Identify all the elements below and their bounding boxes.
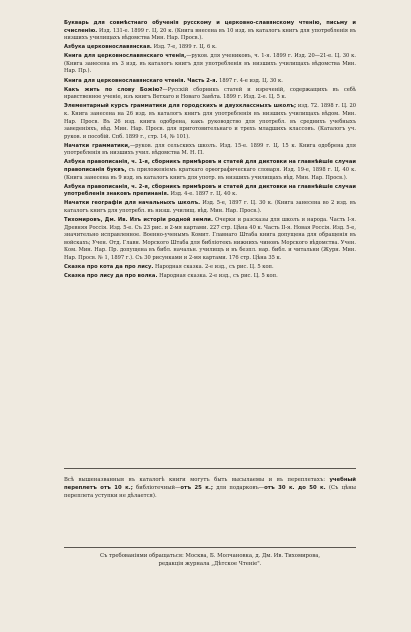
- entry-details: Очерки и разсказы для школъ и народа. Часть I-я. Древняя Россія. Изд. 5-е. Съ 23 рис. и 2-мя картами. 227 стр. Цѣна 40 к. Часть II-я. Новая Россія. Изд. 5-е, значительно исправленное. Военно-ученымъ Комит. Главнаго Штаба книга допущена для обращенія въ войскахъ; Учен. Отд. Главн. Морского Штаба для библіотекъ нижнихъ чиновъ Морского вѣдомства. Учен. Ком. Мин. Нар. Пр. допущена въ библ. начальн. училищъ и въ безпл. нар. библ. и читальни (Журн. Мин. Нар. Просв. № 1, 1897 г.). Съ 30 рисунками и 2-мя картами. 176 стр. Цѣна 35 к.: [64, 217, 356, 261]
- catalog-entry: [64, 143, 356, 158]
- entry-title: Азбука церковнославянская.: [64, 44, 152, 51]
- entry-details: Изд. 5-е, 1897 г. Ц. 30 к. (Книга занесена во 2 изд. въ каталогъ книгъ для употребл. въ низш. училищ. вѣд. Мин. Нар. Просв.).: [64, 200, 356, 214]
- contact-address: Съ требованіями обращаться: Москва, Б. Молчановка, д. Дм. Ив. Тихомирова,: [99, 553, 321, 559]
- catalog-entry: [64, 159, 356, 182]
- entry-details: Народная сказка. 2-е изд., съ рис. Ц. 5 коп.: [153, 263, 274, 270]
- entry-title: Начатки грамматики,: [64, 142, 131, 149]
- notice-price-textbook: учебный переплетъ отъ 10 к.;: [64, 477, 356, 491]
- entry-title: Сказка про кота да про лису.: [64, 263, 154, 270]
- entry-title: Сказка про лису да про волка.: [64, 273, 158, 280]
- entry-details: —Русскій сборникъ статей и изреченій, содержащихъ въ себѣ нравственное ученіе, изъ книгъ Ветхаго и Новаго Завѣта. 1899 г. Изд. 2-е. Ц. 5 к.: [64, 86, 356, 101]
- divider: [64, 468, 356, 469]
- book-list: [64, 20, 356, 282]
- binding-notice: [64, 477, 356, 500]
- entry-details: —руков. для учениковъ, ч. 1-я. 1899 г. Изд. 20—21-е. Ц. 30 к. (Книга занесена въ 3 изд. въ каталогъ книгъ для употребленія въ низшихъ училищахъ вѣдомства Мин. Нар. Пр.).: [64, 53, 357, 75]
- entry-details: Изд. 4-е. 1897 г. Ц. 40 к.: [168, 191, 237, 198]
- catalog-entry: [64, 264, 356, 272]
- catalog-entry: [64, 44, 356, 52]
- catalog-entry: [64, 78, 356, 86]
- catalog-entry: [64, 53, 356, 76]
- catalog-entry: [64, 87, 356, 102]
- entry-title: Какъ жить по слову Божію?: [64, 86, 163, 93]
- entry-details: Изд. 131-е. 1899 г. Ц. 20 к. (Книга внесена въ 10 изд. въ каталогъ книгъ для употребленія въ низшихъ училищахъ вѣдомства Мин. Нар. Просв.).: [64, 27, 356, 42]
- entry-title: Элементарный курсъ грамматики для городскихъ и двухклассныхъ школъ;: [64, 103, 297, 110]
- notice-price-library: отъ 25 к.;: [180, 484, 213, 491]
- entry-title: Книга для церковнославянскаго чтенія,: [64, 53, 187, 60]
- catalog-entry: [64, 20, 356, 43]
- contact-editor: редакція журнала „Дѣтское Чтеніе".: [158, 560, 262, 567]
- contact-footer: [64, 553, 356, 569]
- notice-text: (Съ цѣны переплета уступки не дѣлается).: [64, 484, 356, 499]
- entry-title: Начатки географіи для начальныхъ школъ.: [64, 200, 201, 207]
- entry-details: —руков. для сельскихъ школъ. Изд. 15-е. 1899 г. Ц. 15 к. Книга одобрена для употребленія въ низшихъ учил. вѣдомства М. Н. П.: [64, 142, 356, 157]
- catalog-entry: [64, 184, 356, 199]
- notice-text: Всѣ вышеназванныя въ каталогѣ книги могутъ быть высылаемы и въ переплетахъ:: [64, 477, 330, 483]
- catalog-entry: [64, 200, 356, 215]
- entry-title: Букварь для совмѣстнаго обученія русскому и церковно-славянскому чтенію, письму и счисленію.: [64, 20, 356, 34]
- entry-details: съ приложеніемъ краткаго орѳографическаго словаря. Изд. 19-е, 1898 г. Ц. 40 к. (Книга занесена въ 9 изд. въ каталогъ книгъ для употр. въ низшихъ училищахъ вѣд. Мин. Нар. Просв.).: [64, 167, 356, 181]
- entry-details: Изд. 7-е, 1899 г. Ц. 6 к.: [151, 44, 217, 51]
- entry-details: 1897 г. 4-е изд. Ц. 30 к.: [217, 77, 283, 84]
- entry-details: изд. 72. 1898 г. Ц. 20 к. Книга занесена на 26 изд. въ каталогъ книгъ для употребленія въ низшихъ училищахъ вѣдом. Мин. Нар. Просв. Въ 26 изд. книга одобрена, какъ руководство для употребл. въ среднихъ учебныхъ заведеніяхъ, вѣд. Мин. Нар. Просв. для приготовительнаго и трехъ младшихъ классовъ. (Каталогъ уч. руков. и пособій. Спб. 1899 г., стр. 14, № 101).: [64, 103, 357, 140]
- entry-title: Азбука правописанія, ч. 1-я, сборникъ примѣровъ и статей для диктовки на главнѣйшіе случаи правописанія буквъ,: [64, 159, 356, 173]
- entry-title: Азбука правописанія, ч. 2-я, сборникъ примѣровъ и статей для диктовки на главнѣйшіе случаи употребленія знаковъ препинанія.: [64, 183, 356, 198]
- catalog-entry: [64, 273, 356, 281]
- entry-title: Книга для церковнославянскаго чтенія. Часть 2-я.: [64, 77, 218, 84]
- notice-text: библіотечный—: [132, 484, 181, 491]
- divider: [64, 547, 356, 548]
- catalog-entry: [64, 103, 356, 141]
- notice-price-gift: отъ 30 к. до 50 к.: [264, 484, 326, 491]
- catalog-entry: [64, 217, 356, 262]
- notice-text: для подарковъ—: [212, 484, 265, 491]
- entry-details: Народная сказка. 2-е изд., съ рис. Ц. 5 коп.: [157, 273, 278, 280]
- entry-title: Тихомировъ, Дм. Ив. Изъ исторіи родной земли.: [64, 217, 213, 224]
